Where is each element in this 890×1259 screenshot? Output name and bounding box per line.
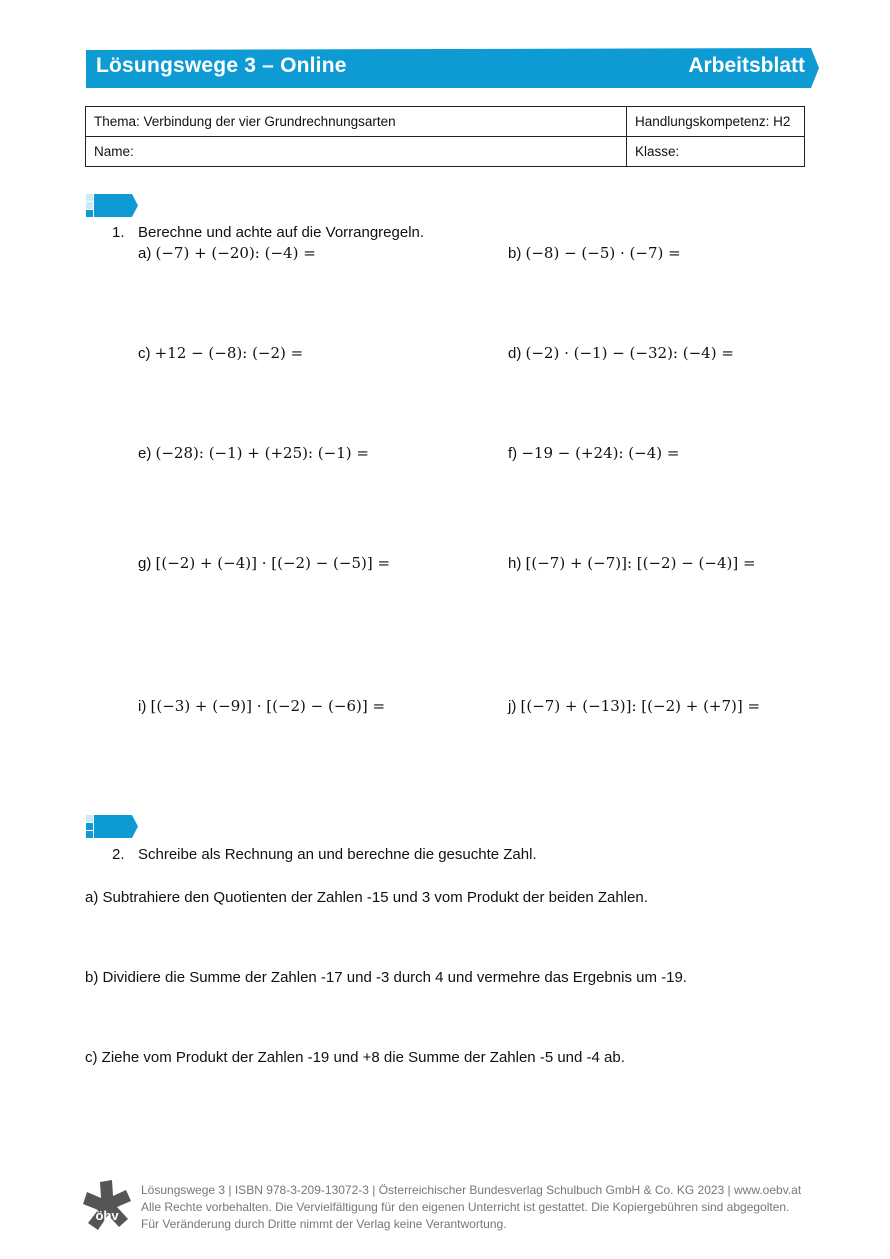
- item-expression: (−28): (−1) + (+25): (−1) =: [155, 444, 369, 462]
- item-label: i): [138, 698, 147, 715]
- task1-instruction: Berechne und achte auf die Vorrangregeln.: [138, 224, 425, 241]
- task1-item-i: [138, 697, 385, 715]
- item-expression: [(−3) + (−9)] · [(−2) − (−6)] =: [150, 697, 386, 715]
- item-label: b): [508, 245, 522, 262]
- item-expression: (−2) · (−1) − (−32): (−4) =: [525, 344, 734, 362]
- item-expression: [(−2) + (−4)] · [(−2) − (−5)] =: [155, 554, 391, 572]
- item-label: a): [138, 245, 152, 262]
- item-expression: (−7) + (−20): (−4) =: [155, 244, 316, 262]
- task1-item-f: [508, 444, 679, 462]
- page-title: Lösungswege 3 – Online: [96, 54, 347, 77]
- item-expression: +12 − (−8): (−2) =: [154, 344, 304, 362]
- oebv-logo-icon: [82, 1180, 132, 1232]
- footer-line-1: Lösungswege 3 | ISBN 978-3-209-13072-3 | Österreichischer Bundesverlag Schulbuch GmbH & Co. KG 2023 | www.oebv.at: [141, 1183, 802, 1197]
- klasse-cell[interactable]: Klasse:: [627, 137, 805, 167]
- item-label: g): [138, 555, 152, 572]
- logo-text: öbv: [95, 1208, 119, 1223]
- task1-item-a: [138, 244, 316, 262]
- task1-heading: [112, 224, 424, 241]
- item-label: d): [508, 345, 522, 362]
- task2-number: 2.: [112, 846, 125, 863]
- task1-item-c: [138, 344, 303, 362]
- item-label: e): [138, 445, 152, 462]
- kompetenz-cell: Handlungskompetenz: H2: [627, 107, 805, 137]
- level-marker-icon: [86, 815, 138, 838]
- item-label: h): [508, 555, 522, 572]
- task1-item-g: [138, 554, 390, 572]
- task1-item-j: [508, 697, 760, 715]
- footer-text: [141, 1182, 841, 1233]
- footer-line-3: Für Veränderung durch Dritte nimmt der Verlag keine Verantwortung.: [141, 1217, 507, 1231]
- footer-line-2: Alle Rechte vorbehalten. Die Vervielfältigung für den eigenen Unterricht ist gestattet. Die Kopiergebühren sind abgegolten.: [141, 1200, 790, 1214]
- item-expression: −19 − (+24): (−4) =: [521, 444, 680, 462]
- item-expression: [(−7) + (−13)]: [(−2) + (+7)] =: [520, 697, 761, 715]
- task1-number: 1.: [112, 224, 125, 241]
- sheet-type-label: Arbeitsblatt: [688, 54, 805, 77]
- item-label: j): [508, 698, 517, 715]
- task2-item-a: a) Subtrahiere den Quotienten der Zahlen -15 und 3 vom Produkt der beiden Zahlen.: [85, 889, 648, 906]
- task2-instruction: Schreibe als Rechnung an und berechne die gesuchte Zahl.: [138, 846, 537, 863]
- item-label: c): [138, 345, 151, 362]
- task1-item-b: [508, 244, 681, 262]
- info-table: [85, 106, 805, 167]
- task1-item-d: [508, 344, 734, 362]
- task1-item-e: [138, 444, 369, 462]
- name-cell[interactable]: Name:: [86, 137, 627, 167]
- task2-item-c: c) Ziehe vom Produkt der Zahlen -19 und +8 die Summe der Zahlen -5 und -4 ab.: [85, 1049, 625, 1066]
- item-expression: (−8) − (−5) · (−7) =: [525, 244, 681, 262]
- task1-item-h: [508, 554, 756, 572]
- level-marker-icon: [86, 194, 138, 217]
- header-banner: [86, 48, 819, 88]
- item-label: f): [508, 445, 518, 462]
- task2-item-b: b) Dividiere die Summe der Zahlen -17 und -3 durch 4 und vermehre das Ergebnis um -19.: [85, 969, 687, 986]
- task2-heading: [112, 846, 537, 863]
- thema-cell: Thema: Verbindung der vier Grundrechnungsarten: [86, 107, 627, 137]
- item-expression: [(−7) + (−7)]: [(−2) − (−4)] =: [525, 554, 756, 572]
